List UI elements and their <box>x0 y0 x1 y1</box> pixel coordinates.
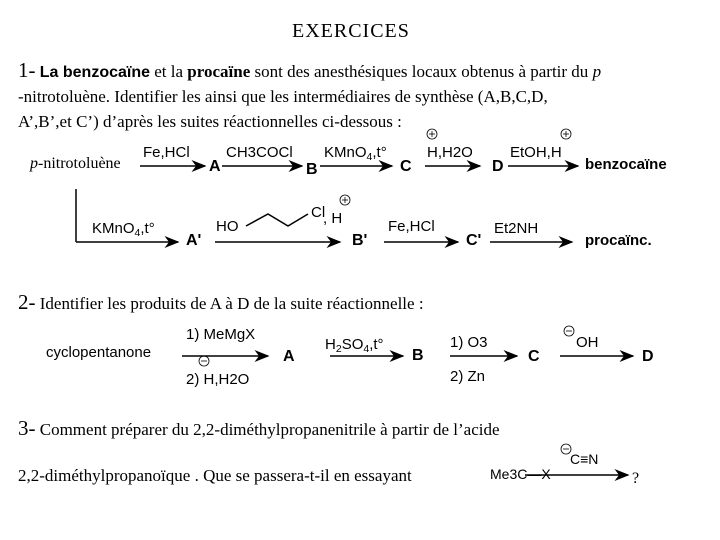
exercise-1-line-2: -nitrotoluène. Identifier les ainsi que les intermédiaires de synthèse (A,B,C,D, <box>18 87 548 106</box>
intermediate-b-prime: B' <box>352 232 368 249</box>
kmno4-sub: 4 <box>366 151 373 163</box>
kmno4-text-2: KMnO <box>92 220 135 237</box>
reagent-fe-hcl-2: Fe,HCl <box>388 218 435 235</box>
product-procaine: procaïnc. <box>585 232 652 249</box>
reagent-et2nh: Et2NH <box>494 220 539 237</box>
exercise-3-text-1: Comment préparer du 2,2-diméthylpropanenitrile à partir de l’acide <box>39 420 500 439</box>
reagent-kmno4-branch <box>92 220 155 237</box>
h2so4-sub1: 2 <box>335 343 342 355</box>
exercise-3-line-1 <box>18 416 500 441</box>
start-material-2: cyclopentanone <box>46 344 152 361</box>
ex2-intermediate-b: B <box>412 347 424 364</box>
reagent-zinc: 2) Zn <box>450 368 486 385</box>
text-fragment: sont des anesthésiques locaux obtenus à partir du <box>254 62 589 81</box>
reagent-etoh-h: EtOH,H <box>510 144 562 161</box>
nitrotoluene-label: -nitrotoluène <box>38 155 121 172</box>
para-prefix: p <box>592 62 602 81</box>
reagent-hydroxide: OH <box>576 334 599 351</box>
intermediate-d: D <box>492 158 504 175</box>
h2so4-so: SO <box>341 336 364 353</box>
exercise-3-number: 3- <box>18 416 36 440</box>
page-title: EXERCICES <box>292 20 410 42</box>
kmno4-text: KMnO <box>324 144 367 161</box>
para-italic: p <box>30 155 38 172</box>
kmno4-sub-2: 4 <box>134 227 141 239</box>
chloro-label: Cl <box>311 204 326 221</box>
exercise-2-line <box>18 290 424 315</box>
kmno4-tail: ,t° <box>372 144 387 161</box>
proton-label: , H <box>323 210 343 227</box>
reagent-h-h2o: H,H2O <box>427 144 473 161</box>
reagent-kmno4 <box>324 144 387 161</box>
intermediate-a: A <box>209 158 221 175</box>
intermediate-c: C <box>400 158 412 175</box>
h2so4-tail: ,t° <box>369 336 384 353</box>
ex2-intermediate-a: A <box>283 348 295 365</box>
intermediate-a-prime: A' <box>186 232 202 249</box>
exercise-2-text: Identifier les produits de A à D de la suite réactionnelle : <box>39 294 424 313</box>
start-material-1 <box>30 155 121 173</box>
product-benzocaine: benzocaïne <box>585 156 667 173</box>
benzocaine-term: La benzocaïne <box>39 64 150 81</box>
h2so4-sub2: 4 <box>363 343 370 355</box>
reagent-alkyl-halide: Me3C—X <box>490 466 551 482</box>
text-fragment: et la <box>154 62 184 81</box>
reagent-ozone: 1) O3 <box>450 334 488 351</box>
exercise-1-number: 1- <box>18 58 36 82</box>
procaine-term: procaïne <box>187 62 251 81</box>
hydroxyl-label: HO <box>216 218 239 235</box>
ex2-intermediate-c: C <box>528 348 540 365</box>
intermediate-c-prime: C' <box>466 232 482 249</box>
reagent-grignard: 1) MeMgX <box>186 326 256 343</box>
exercise-2-number: 2- <box>18 290 36 314</box>
reagent-hydrolysis-2: 2) H,H2O <box>186 371 250 388</box>
exercise-3-line-2: 2,2-diméthylpropanoïque . Que se passera-t-il en essayant <box>18 466 412 485</box>
intermediate-b: B <box>306 161 318 178</box>
reagent-ch3cocl: CH3COCl <box>226 144 293 161</box>
h2so4-h: H <box>325 336 336 353</box>
exercise-1-line-3: A’,B’,et C’) d’après les suites réactionnelles ci-dessous : <box>18 112 402 131</box>
reagent-cyanide: C≡N <box>570 451 599 467</box>
kmno4-tail-2: ,t° <box>140 220 155 237</box>
question-mark: ? <box>632 470 640 487</box>
reagent-h2so4 <box>325 336 384 353</box>
ex2-product-d: D <box>642 348 654 365</box>
alkyl-chain <box>246 214 308 226</box>
reagent-fe-hcl: Fe,HCl <box>143 144 190 161</box>
